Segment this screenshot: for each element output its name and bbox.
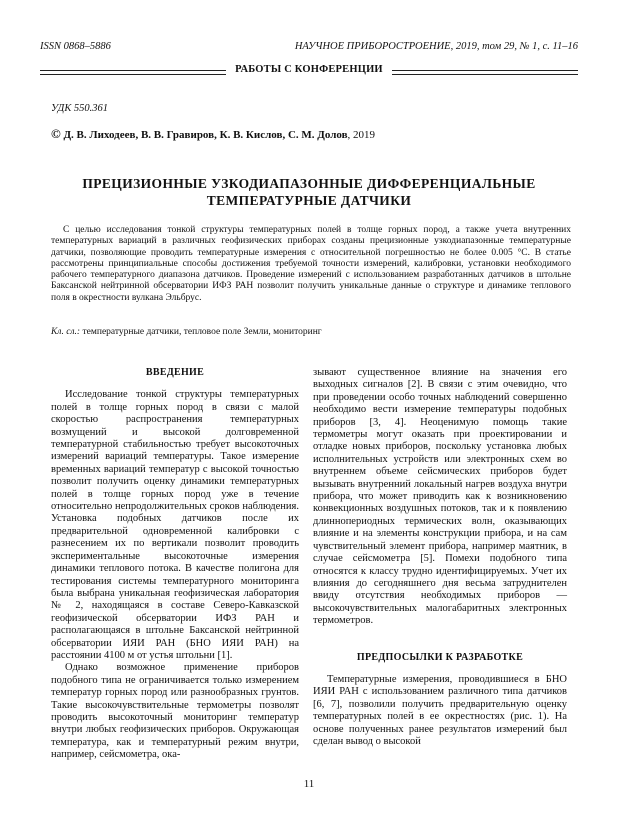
title-line-1: ПРЕЦИЗИОННЫЕ УЗКОДИАПАЗОННЫЕ ДИФФЕРЕНЦИАЛЬНЫЕ	[82, 176, 536, 191]
heading-introduction: ВВЕДЕНИЕ	[145, 367, 205, 378]
heading-prerequisites: ПРЕДПОСЫЛКИ К РАЗРАБОТКЕ	[356, 651, 524, 663]
right-column	[313, 367, 567, 748]
paragraph: Однако возможное применение приборов подобного типа не ограничивается только измерением температур горных пород или разнообразных грунтов. Такие высокочувствительные термометры позволят проводить высокоточный мониторинг температур внутри любых геофизических приборов. Окружающая температура, как и температурный режим внутри, например, сейсмометра, ока-	[51, 662, 299, 761]
issn: ISSN 0868–5886	[40, 41, 111, 52]
title-line-2: ТЕМПЕРАТУРНЫЕ ДАТЧИКИ	[206, 193, 412, 208]
keywords-label: Кл. сл.:	[51, 327, 81, 337]
copyright-year: , 2019	[347, 129, 376, 141]
journal-citation: НАУЧНОЕ ПРИБОРОСТРОЕНИЕ, 2019, том 29, № 1, c. 11–16	[294, 41, 578, 52]
abstract: С целью исследования тонкой структуры температурных полей в толще горных пород, а также учета внутренних температурных вариаций в различных геофизических приборах созданы прецизионные узкодиапазонные температурные датчики, позволяющие проводить температурные измерения с относительной погрешностью не более 0.005 °С. В статье рассмотрены принципиальные способы достижения требуемой точности измерений, калибровки, установки необходимого рабочего температурного диапазона датчиков. Проведение измерений с использованием разработанных датчиков в штольне Баксанской нейтринной обсерватории ИФЗ РАН позволит получить уникальные данные о структуре и динамике теплового поля в окрестности вулкана Эльбрус.	[51, 225, 571, 303]
spacer	[313, 628, 567, 652]
keywords-text: температурные датчики, тепловое поле Земли, мониторинг	[80, 327, 322, 337]
author-names: Д. В. Лиходеев, В. В. Гравиров, К. В. Кислов, С. М. Долов	[63, 129, 348, 141]
copyright-icon: ©	[51, 126, 61, 141]
running-header	[40, 41, 578, 52]
section-title: РАБОТЫ С КОНФЕРЕНЦИИ	[235, 64, 383, 75]
paragraph: Исследование тонкой структуры температурных полей в толще горных пород в связи с малой скоростью распространения температурных возмущений и высокой долговременной температурной стабильностью требует высокоточных измерений вариаций температуры. Такое измерение временных вариаций температур с высокой точностью позволит получить оценку динамики температурных полей в толще горных пород уже в течение относительно непродолжительных сроков наблюдения. Установка подобных датчиков после их предварительной одновременной калибровки с разнесением их по вертикали позволит проводить экспериментальные высокоточные измерения динамики теплового потока. В качестве полигона для тестирования системы температурного мониторинга была выбрана уникальная геофизическая лаборатория № 2, находящаяся в составе Северо-Кавказской геофизической обсерватории ИФЗ РАН и располагающаяся в штольне Баксанской нейтринной обсерватории ИЯИ РАН (БНО ИЯИ РАН) на расстоянии 4100 м от устья штольни [1].	[51, 389, 299, 661]
keywords	[51, 327, 571, 337]
paragraph: Температурные измерения, проводившиеся в БНО ИЯИ РАН с использованием различного типа датчиков [6, 7], позволили получить предварительную оценку температурных полей в ее окрестностях (рис. 1). На основе полученных ранее результатов измерений был сделан вывод о высокой	[313, 673, 567, 747]
paragraph: зывают существенное влияние на значения его выходных сигналов [2]. В связи с этим очевидно, что при проведении особо точных наблюдений совершенно необходимо вести измерение температуры подобных приборов [3, 4]. Неоценимую помощь такие термометры могут оказать при проектировании и отладке новых приборов, поскольку установка любых исполнительных устройств или электронных схем во внутреннем объеме сейсмических приборов будет вызывать внутренний локальный нагрев воздуха внутри прибора, что может приводить как к возникновению конвекционных воздушных потоков, так и к появлению длиннопериодных термических волн, оказывающих влияние и на элементы конструкции прибора, и на сам чувствительный элемент прибора, например маятник, в случае сейсмометра [5]. Помехи подобного типа относятся к классу трудно идентифицируемых. Учет их влияния до сегодняшнего дня весьма затруднителен ввиду отсутствия необходимых приборов — высокочувствительных малогабаритных электронных термометров.	[313, 367, 567, 627]
article-title	[40, 175, 578, 209]
section-rule-left	[40, 70, 226, 75]
page-number: 11	[303, 778, 315, 790]
left-column	[51, 367, 299, 762]
section-rule-right	[392, 70, 578, 75]
udk-code: УДК 550.361	[51, 103, 109, 114]
authors-line	[51, 126, 571, 142]
section-bar	[40, 64, 578, 80]
